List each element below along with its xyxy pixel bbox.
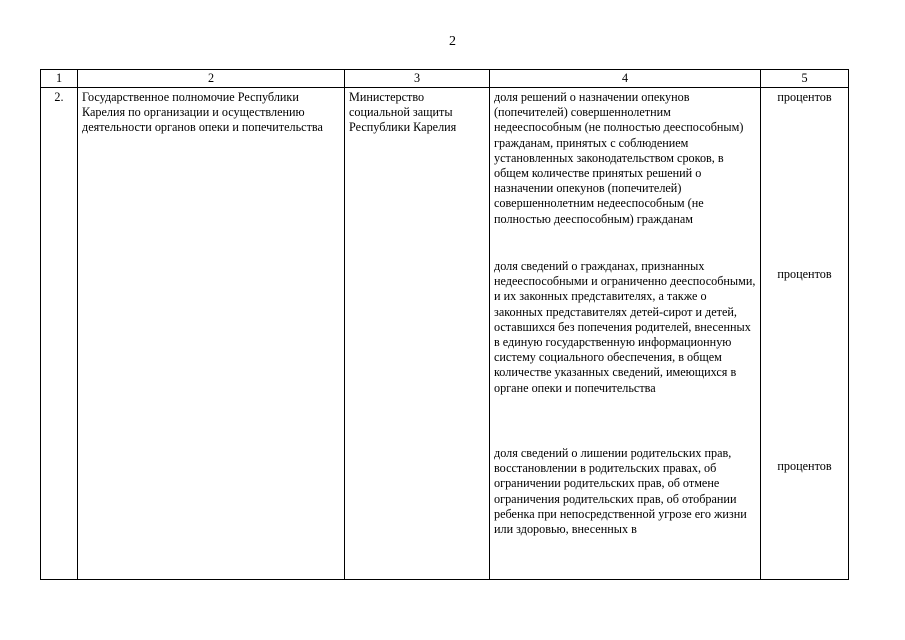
table-header-row [41,70,849,88]
executor-cell: Министерство социальной защиты Республики Карелия [345,88,490,580]
indicators-cell [490,88,761,580]
header-col-2: 2 [78,70,345,88]
indicator-text: доля сведений о гражданах, признанных недееспособными и ограниченно дееспособными, и их законных представителях, а также о законных представителях детей-сирот и детей, оставшихся без попечения родителей, внесенных в единую государственную информационную систему социального обеспечения, в общем количестве указанных сведений, имеющихся в органе опеки и попечительства [494,259,756,395]
indicators-table [40,69,849,580]
page-number: 2 [449,34,456,49]
indicator-text: доля сведений о лишении родительских прав, восстановлении в родительских правах, об ограничении родительских прав, об отмене ограничения родительских прав, об отобрании ребенка при непосредственной угрозе его жизни или здоровью, внесенных в [494,446,747,537]
unit-text: процентов [777,459,832,474]
header-col-5: 5 [761,70,849,88]
header-col-1: 1 [41,70,78,88]
unit-text: процентов [777,90,832,104]
authority-cell: Государственное полномочие Республики Карелия по организации и осуществлению деятельности органов опеки и попечительства [78,88,345,580]
header-col-3: 3 [345,70,490,88]
indicator-text: доля решений о назначении опекунов (попечителей) совершеннолетним недееспособным (не полностью дееспособным) гражданам, принятых с соблюдением установленных законодательством сроков, в общем количестве принятых решений о назначении опекунов (попечителей) совершеннолетним недееспособным (не полностью дееспособным) гражданам [494,90,744,226]
row-number: 2. [41,88,78,580]
table-row [41,88,849,580]
unit-text: процентов [777,267,832,282]
units-cell [761,88,849,580]
header-col-4: 4 [490,70,761,88]
